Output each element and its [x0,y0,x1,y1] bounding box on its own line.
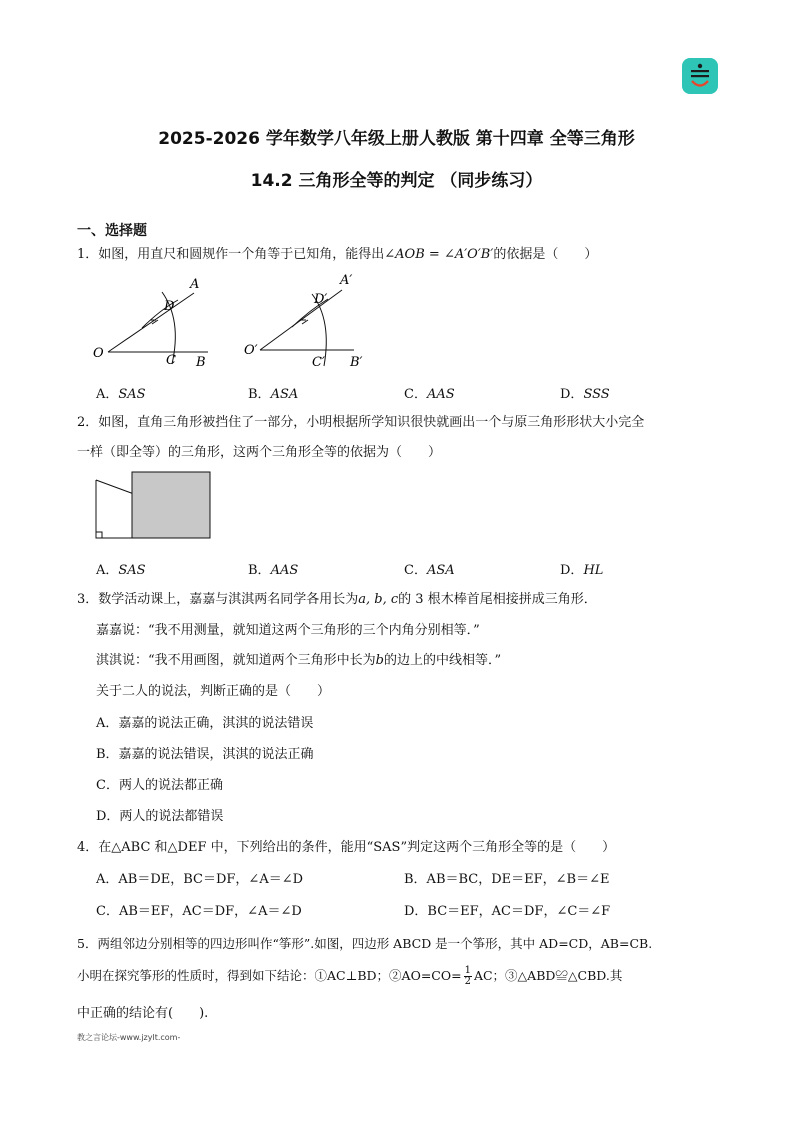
label-A-prime: A′ [340,273,353,288]
page-title: 2025-2026 学年数学八年级上册人教版 第十四章 全等三角形 [158,129,635,149]
q3-option-a[interactable]: A．嘉嘉的说法正确，淇淇的说法错误 [96,716,314,731]
label-D: D [164,299,175,314]
question-3-line-3: 淇淇说：“我不用画图，就知道两个三角形中长为b的边上的中线相等．” [96,653,502,668]
q3-option-b[interactable]: B．嘉嘉的说法错误，淇淇的说法正确 [96,747,314,762]
document-logo-icon [682,58,718,94]
label-C-prime: C′ [312,355,325,370]
question-3-line-4: 关于二人的说法，判断正确的是（ ） [96,684,331,699]
question-2-line-1: 2．如图，直角三角形被挡住了一部分，小明根据所学知识很快就画出一个与原三角形形状大小完全 [77,415,645,430]
q2-option-a[interactable]: A．SAS [96,563,146,578]
question-1-stem: 1．如图，用直尺和圆规作一个角等于已知角，能得出∠AOB = ∠A′O′B′的依据是（ ） [77,247,598,262]
question-3-line-1: 3．数学活动课上，嘉嘉与淇淇两名同学各用长为a, b, c的 3 根木棒首尾相接拼成三角形． [77,592,597,607]
q4-option-d[interactable]: D．BC＝EF，AC＝DF，∠C＝∠F [404,904,611,919]
q1-option-d[interactable]: D．SSS [560,387,610,402]
page-subtitle: 14.2 三角形全等的判定 （同步练习） [250,171,543,191]
q3-option-c[interactable]: C．两人的说法都正确 [96,778,223,793]
label-B: B [196,355,206,370]
footer-source: 教之言论坛-www.jzylt.com- [77,1033,181,1042]
fraction-one-half: $\frac{1}{2}$ [464,965,471,987]
q2-option-b[interactable]: B．AAS [248,563,299,578]
section-heading: 一、选择题 [77,223,147,239]
label-C: C [166,353,176,368]
q3-option-d[interactable]: D．两人的说法都错误 [96,809,224,824]
question-5-line-1: 5．两组邻边分别相等的四边形叫作“筝形”.如图，四边形 ABCD 是一个筝形，其中 AD=CD，AB=CB. [77,936,653,951]
question-1-figure-left [90,272,220,372]
question-3-line-2: 嘉嘉说：“我不用测量，就知道这两个三角形的三个内角分别相等．” [96,623,480,638]
q4-option-c[interactable]: C．AB＝EF，AC＝DF，∠A＝∠D [96,904,302,919]
q2-option-c[interactable]: C．ASA [404,563,455,578]
question-1-figure-right [242,270,382,374]
q1-option-a[interactable]: A．SAS [96,387,146,402]
question-2-figure [94,470,216,542]
q4-option-b[interactable]: B．AB＝BC，DE＝EF，∠B＝∠E [404,872,610,887]
q2-option-d[interactable]: D．HL [560,563,604,578]
label-A: A [190,277,200,292]
question-5-line-3: 中正确的结论有( ). [77,1006,209,1021]
q4-option-a[interactable]: A．AB＝DE，BC＝DF，∠A＝∠D [96,872,304,887]
label-D-prime: D′ [314,292,328,307]
q1-option-c[interactable]: C．AAS [404,387,455,402]
question-4-stem: 4．在△ABC 和△DEF 中，下列给出的条件，能用“SAS”判定这两个三角形全等的是（ ） [77,840,616,855]
label-O: O [93,346,104,361]
label-B-prime: B′ [350,355,363,370]
question-5-line-2: 小明在探究筝形的性质时，得到如下结论：①AC⊥BD；②AO=CO= $\frac{1}{2}$ AC；③△ABD≌△CBD.其 [77,965,623,987]
label-O-prime: O′ [244,343,258,358]
question-2-line-2: 一样（即全等）的三角形，这两个三角形全等的依据为（ ） [77,445,442,460]
q1-option-b[interactable]: B．ASA [248,387,299,402]
